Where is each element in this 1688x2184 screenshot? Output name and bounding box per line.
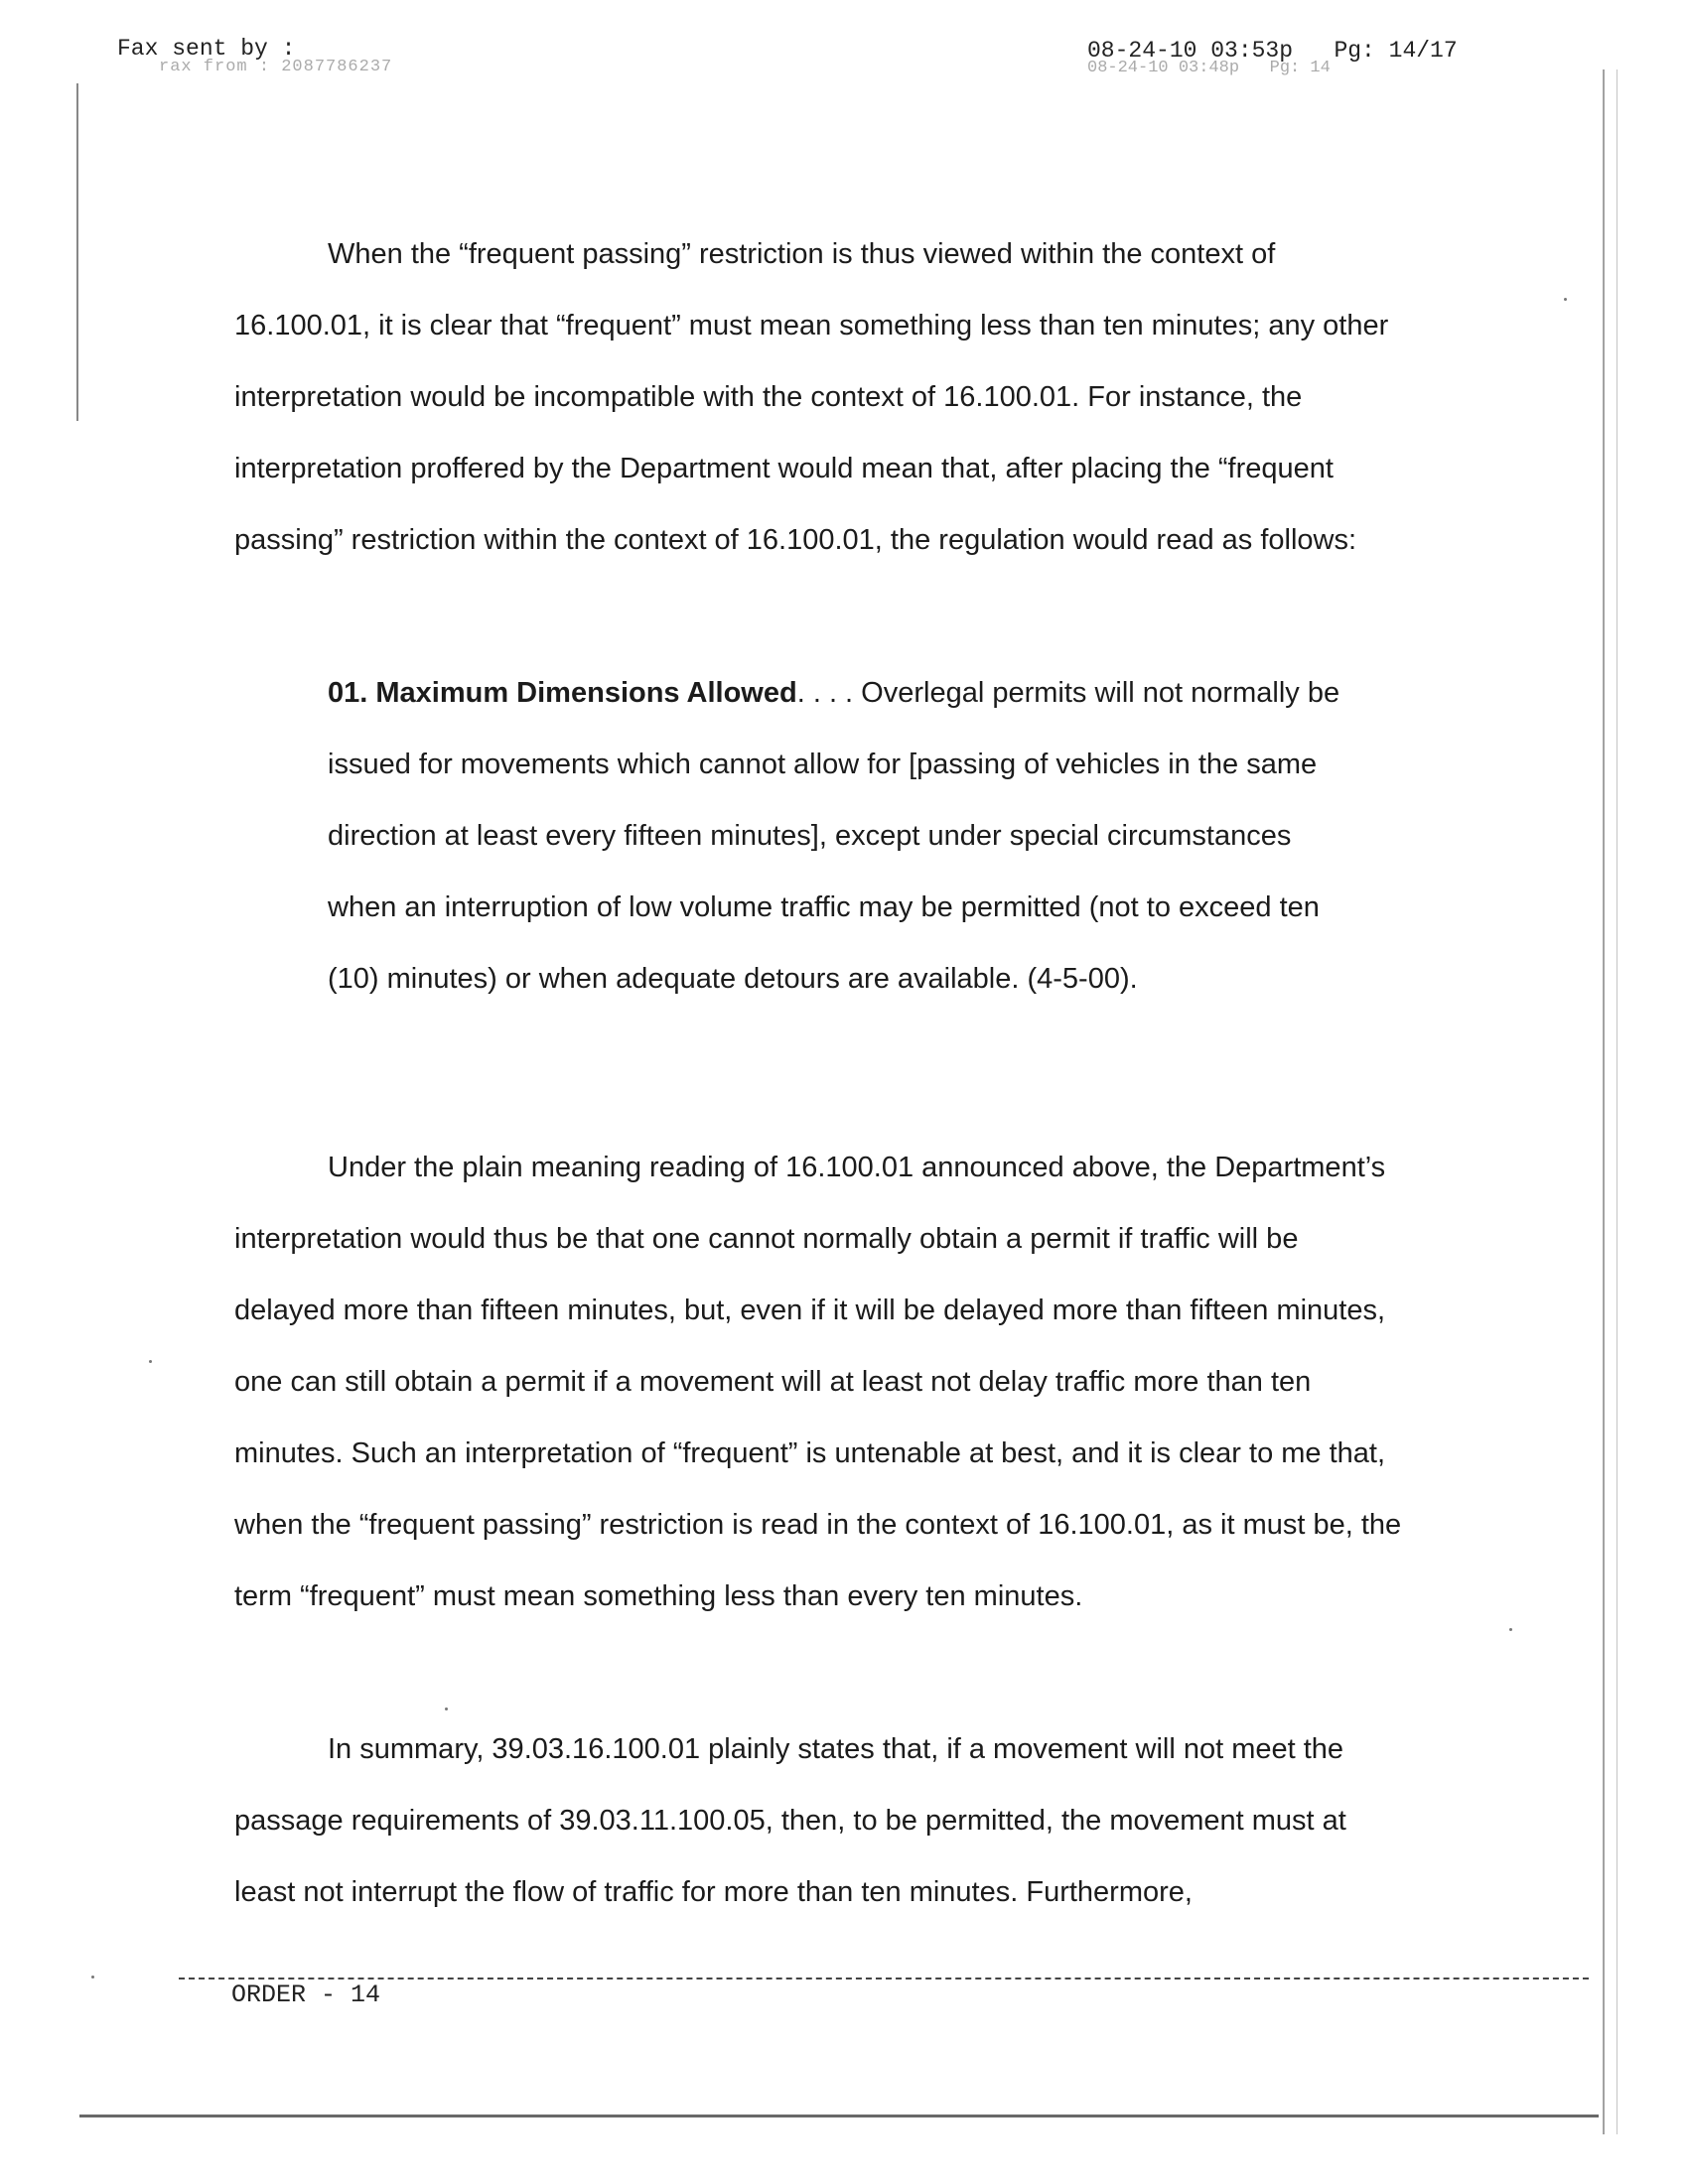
fax-sent-by: Fax sent by : [117,36,296,62]
footer-page-label: ORDER - 14 [231,1980,381,2009]
scan-speck [445,1707,448,1710]
scan-speck [91,1976,94,1979]
footer-rule [179,1978,1589,1979]
block-quote-regulation [328,657,1360,1015]
fax-from-ghost: rax from : 2087786237 [159,58,393,76]
right-edge-line [1617,69,1618,2134]
paragraph-summary: In summary, 39.03.16.100.01 plainly states that, if a movement will not meet the passage requirements of 39.03.11.100.05, then, to be permitted, the movement must at least not interrupt the flow of traffic for more than ten minutes. Furthermore, [234,1733,1346,1908]
scan-speck [149,1360,152,1363]
scan-speck [1509,1628,1512,1631]
paragraph-frequent-passing: When the “frequent passing” restriction is thus viewed within the context of 16.100.01, it is clear that “frequent” must mean something less than ten minutes; any other interpretation would be incompatible with the context of 16.100.01. For instance, the interpretation proffered by the Department would mean that, after placing the “frequent passing” restriction within the context of 16.100.01, the regulation would read as follows: [234,238,1389,556]
scan-speck [1564,298,1567,301]
fax-datetime-ghost: 08-24-10 03:48p Pg: 14 [1087,59,1331,77]
right-margin-line [1603,69,1605,2134]
quote-body: . . . . Overlegal permits will not normally be issued for movements which cannot allow for [passing of vehicles in the same direction at least every fifteen minutes], except under special circumstances when an interruption of low volume traffic may be permitted (not to exceed ten (10) minutes) or when adequate detours are available. (4-5-00). [328,677,1340,995]
left-margin-line [76,83,78,421]
quote-heading: 01. Maximum Dimensions Allowed [328,677,797,709]
page-bottom-rule [79,2115,1599,2117]
fax-datetime-page: 08-24-10 03:53p Pg: 14/17 [1087,38,1458,64]
paragraph-plain-meaning: Under the plain meaning reading of 16.100.01 announced above, the Department’s interpretation would thus be that one cannot normally obtain a permit if traffic will be delayed more than fifteen minutes, but, even if it will be delayed more than fifteen minutes, one can still obtain a permit if a movement will at least not delay traffic more than ten minutes. Such an interpretation of “frequent” is untenable at best, and it is clear to me that, when the “frequent passing” restriction is read in the context of 16.100.01, as it must be, the term “frequent” must mean something less than every ten minutes. [234,1152,1402,1612]
